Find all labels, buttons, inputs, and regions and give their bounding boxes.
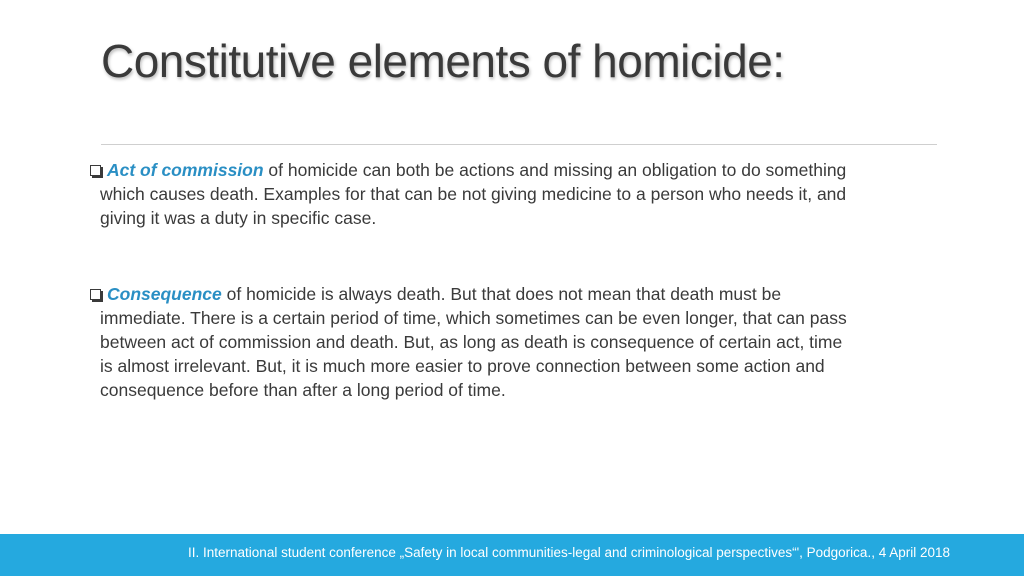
bullet-term: Consequence xyxy=(107,284,222,304)
slide-title: Constitutive elements of homicide: xyxy=(101,35,785,87)
bullet-act-of-commission xyxy=(90,158,950,230)
checkbox-bullet-icon xyxy=(90,289,101,300)
bullet-line: giving it was a duty in specific case. xyxy=(100,208,377,228)
bullet-line: which causes death. Examples for that can be not giving medicine to a person who needs it, and xyxy=(100,184,847,204)
bullet-text: of homicide can both be actions and missing an obligation to do something xyxy=(263,160,847,180)
bullet-term: Act of commission xyxy=(107,160,264,180)
bullet-line xyxy=(90,158,950,182)
bullet-line: between act of commission and death. But, as long as death is consequence of certain act, time xyxy=(100,332,843,352)
bullet-line: immediate. There is a certain period of time, which sometimes can be even longer, that can pass xyxy=(100,308,847,328)
footer-bar xyxy=(0,534,1024,576)
bullet-line: consequence before than after a long period of time. xyxy=(100,380,506,400)
footer-text: II. International student conference „Safety in local communities-legal and criminological perspectives“', Podgorica., 4 April 2018 xyxy=(188,545,950,560)
bullet-line xyxy=(90,282,950,306)
title-divider xyxy=(101,144,937,145)
checkbox-bullet-icon xyxy=(90,165,101,176)
bullet-line: is almost irrelevant. But, it is much more easier to prove connection between some action and xyxy=(100,356,825,376)
bullet-text: of homicide is always death. But that does not mean that death must be xyxy=(221,284,782,304)
bullet-consequence xyxy=(90,282,950,402)
